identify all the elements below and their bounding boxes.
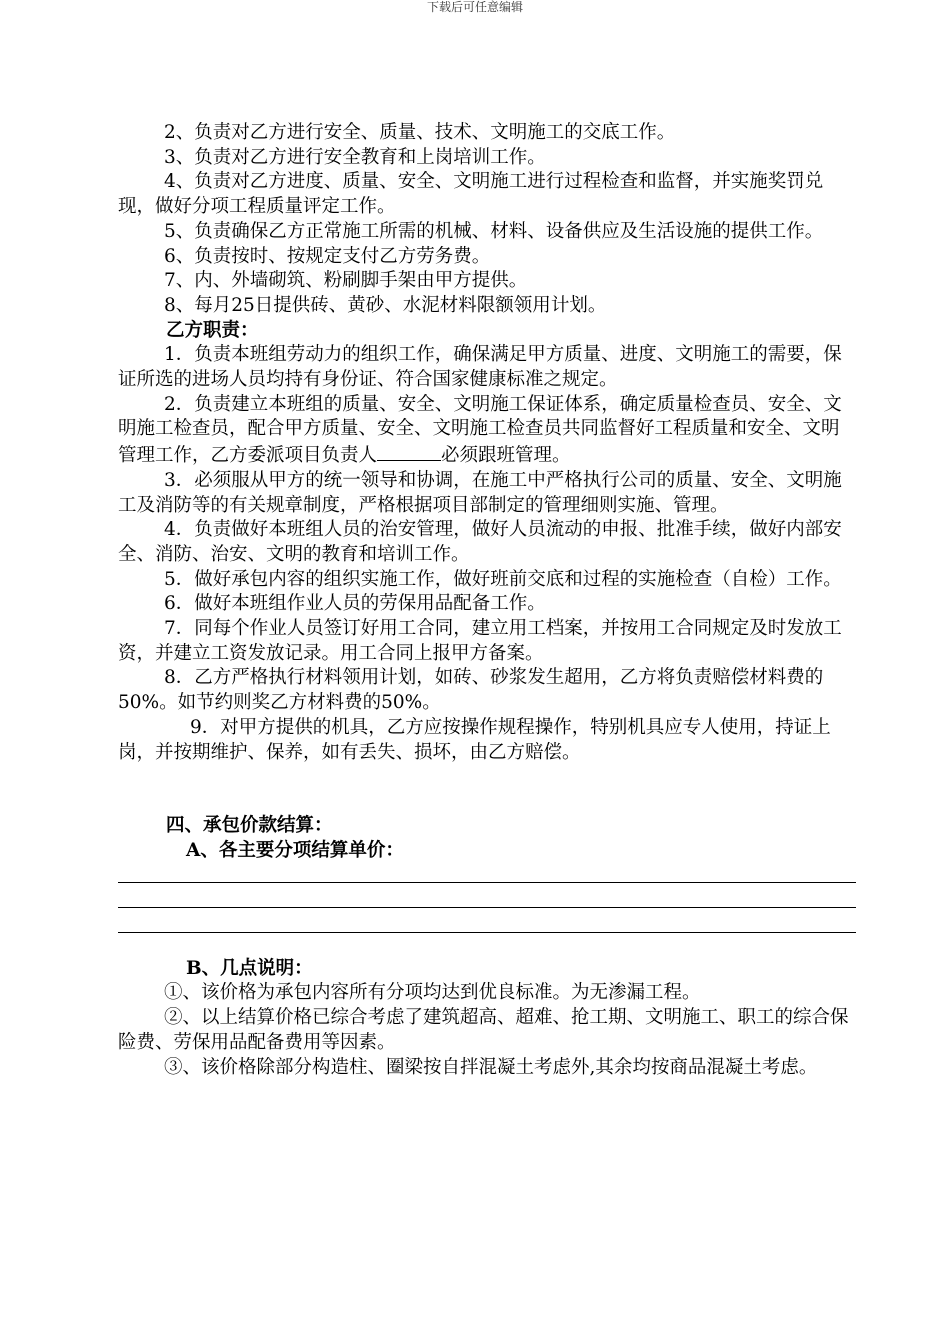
party-b-item-9: 9．对甲方提供的机具，乙方应按操作规程操作，特别机具应专人使用，持证上岗，并按期维护、保养，如有丢失、损坏，由乙方赔偿。: [118, 716, 831, 763]
party-b-item-7: 7．同每个作业人员签订好用工合同，建立用工档案，并按用工合同规定及时发放工资，并建立工资发放记录。用工合同上报甲方备案。: [118, 618, 842, 664]
section-4-sub-b: B、几点说明：: [186, 957, 313, 979]
party-a-item-6: 6、负责按时、按规定支付乙方劳务费。: [164, 245, 491, 267]
section-4-heading: 四、承包价款结算：: [166, 815, 333, 837]
party-a-item-5: 5、负责确保乙方正常施工所需的机械、材料、设备供应及生活设施的提供工作。: [164, 220, 824, 242]
party-a-item-2: 2、负责对乙方进行安全、质量、技术、文明施工的交底工作。: [164, 122, 676, 143]
section-4-sub-a: A、各主要分项结算单价：: [186, 839, 404, 861]
party-b-item-8: 8．乙方严格执行材料领用计划，如砖、砂浆发生超用，乙方将负责赔偿材料费的50%。如节约则奖乙方材料费的50%。: [118, 667, 824, 714]
party-b-item-2-text: 2．负责建立本班组的质量、安全、文明施工保证体系，确定质量检查员、安全、文明施工检查员，配合甲方质量、安全、文明施工检查员共同监督好工程质量和安全、文明管理工作，乙方委派项目负责人: [118, 393, 842, 467]
document-body: [118, 121, 856, 1080]
note-3: ③、该价格除部分构造柱、圈梁按自拌混凝土考虑外,其余均按商品混凝土考虑。: [164, 1056, 818, 1078]
page-header: 下载后可任意编辑: [426, 0, 523, 14]
party-a-item-8: 8、每月25日提供砖、黄砂、水泥材料限额领用计划。: [164, 294, 607, 316]
party-a-item-3: 3、负责对乙方进行安全教育和上岗培训工作。: [164, 146, 546, 168]
note-1: ①、该价格为承包内容所有分项均达到优良标准。为无渗漏工程。: [164, 982, 701, 1004]
party-b-item-2: [118, 393, 856, 469]
party-a-item-4: 4、负责对乙方进度、质量、安全、文明施工进行过程检查和监督，并实施奖罚兑现，做好分项工程质量评定工作。: [118, 171, 824, 218]
party-b-item-3: 3．必须服从甲方的统一领导和协调，在施工中严格执行公司的质量、安全、文明施工及消防等的有关规章制度，严格根据项目部制定的管理细则实施、管理。: [118, 469, 842, 516]
party-b-item-5: 5．做好承包内容的组织实施工作，做好班前交底和过程的实施检查（自检）工作。: [164, 568, 842, 590]
party-b-item-4: 4．负责做好本班组人员的治安管理，做好人员流动的申报、批准手续，做好内部安全、消防、治安、文明的教育和培训工作。: [118, 519, 842, 565]
note-2: ②、以上结算价格已综合考虑了建筑超高、超难、抢工期、文明施工、职工的综合保险费、劳保用品配备费用等因素。: [118, 1007, 849, 1053]
party-a-item-7: 7、内、外墙砌筑、粉刷脚手架由甲方提供。: [164, 270, 528, 292]
fill-line: [118, 882, 856, 883]
fill-line: [118, 907, 856, 908]
party-b-heading: 乙方职责：: [166, 319, 259, 341]
party-b-item-2-tail: 必须跟班管理。: [441, 445, 571, 467]
project-leader-blank: [377, 442, 441, 461]
party-b-item-6: 6．做好本班组作业人员的劳保用品配备工作。: [164, 593, 546, 615]
fill-line: [118, 932, 856, 933]
section-gap: [118, 765, 856, 814]
party-b-item-1: 1．负责本班组劳动力的组织工作，确保满足甲方质量、进度、文明施工的需要，保证所选的进场人员均持有身份证、符合国家健康标准之规定。: [118, 344, 842, 391]
price-fill-lines: [118, 882, 856, 933]
